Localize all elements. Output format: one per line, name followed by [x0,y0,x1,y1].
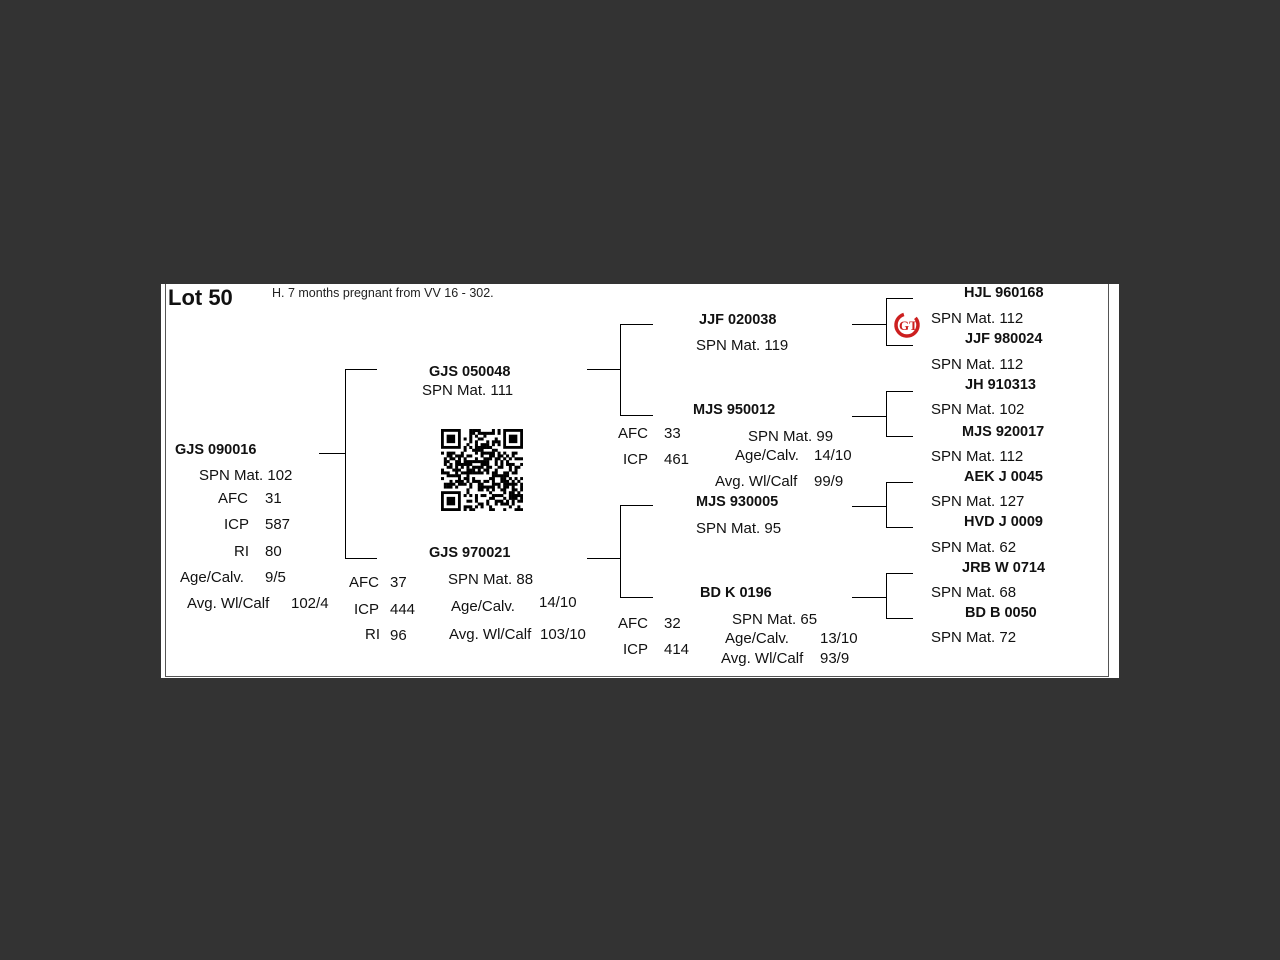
gt-logo-icon [893,310,923,340]
gg-7-spn: SPN Mat. 68 [931,584,1017,601]
bracket-line [345,369,346,559]
dam-ri-label: RI [365,626,380,643]
sd-agecalv-value: 14/10 [814,447,852,464]
bracket-line [587,558,620,559]
lot-title: Lot 50 [168,285,233,310]
dam-afc-value: 37 [390,574,407,591]
dd-id: BD K 0196 [700,585,772,601]
bracket-line [852,416,886,417]
animal-icp-label: ICP [224,516,250,533]
bracket-line [886,573,887,619]
bracket-line [345,558,377,559]
gg-2-spn: SPN Mat. 112 [931,356,1024,373]
dd-avgwl-value: 93/9 [820,650,850,667]
bracket-line [345,369,377,370]
bracket-line [886,345,913,346]
bracket-line [886,482,887,528]
gg-8-spn: SPN Mat. 72 [931,629,1017,646]
sire-id: GJS 050048 [429,364,511,380]
animal-ri-label: RI [234,543,249,560]
dam-id: GJS 970021 [429,545,511,561]
dd-spn: SPN Mat. 65 [732,611,818,628]
bracket-line [886,618,913,619]
dam-avgwl-label: Avg. Wl/Calf [449,626,532,643]
bracket-line [886,391,887,437]
gg-5-spn: SPN Mat. 127 [931,493,1025,510]
dd-avgwl-label: Avg. Wl/Calf [721,650,804,667]
gg-5-id: AEK J 0045 [964,469,1043,485]
bracket-line [620,324,653,325]
dd-agecalv-label: Age/Calv. [725,630,789,647]
dam-agecalv-value: 14/10 [539,594,577,611]
ss-spn: SPN Mat. 119 [696,337,789,354]
ds-spn: SPN Mat. 95 [696,520,782,537]
ss-id: JJF 020038 [699,312,777,328]
gg-1-spn: SPN Mat. 112 [931,310,1024,327]
sd-avgwl-label: Avg. Wl/Calf [715,473,798,490]
gg-3-spn: SPN Mat. 102 [931,401,1025,418]
bracket-line [886,527,913,528]
gg-1-id: HJL 960168 [964,285,1044,301]
sd-id: MJS 950012 [693,402,776,418]
sd-afc-value: 33 [664,425,681,442]
animal-ri-value: 80 [265,543,282,560]
dam-spn: SPN Mat. 88 [448,571,534,588]
gg-6-id: HVD J 0009 [964,514,1043,530]
bracket-line [620,597,653,598]
bracket-line [587,369,620,370]
gg-3-id: JH 910313 [965,377,1036,393]
bracket-line [620,505,621,598]
dam-afc-label: AFC [349,574,379,591]
bracket-line [319,453,345,454]
gg-8-id: BD B 0050 [965,605,1037,621]
animal-avgwl-label: Avg. Wl/Calf [187,595,270,612]
gg-2-id: JJF 980024 [965,331,1043,347]
pedigree-sheet [161,284,1119,678]
bracket-line [886,436,913,437]
sd-avgwl-value: 99/9 [814,473,844,490]
bracket-line [620,505,653,506]
bracket-line [620,324,621,416]
animal-afc-label: AFC [218,490,248,507]
bracket-line [620,415,653,416]
sd-agecalv-label: Age/Calv. [735,447,799,464]
gg-7-id: JRB W 0714 [962,560,1046,576]
sd-icp-value: 461 [664,451,690,468]
dd-agecalv-value: 13/10 [820,630,858,647]
bracket-line [852,324,886,325]
dam-avgwl-value: 103/10 [540,626,586,643]
dam-ri-value: 96 [390,627,407,644]
dam-agecalv-label: Age/Calv. [451,598,515,615]
gg-4-spn: SPN Mat. 112 [931,448,1024,465]
sd-afc-label: AFC [618,425,648,442]
bracket-line [886,298,913,299]
animal-agecalv-value: 9/5 [265,569,286,586]
dd-icp-label: ICP [623,641,649,658]
gg-4-id: MJS 920017 [962,424,1045,440]
dd-afc-value: 32 [664,615,681,632]
bracket-line [852,506,886,507]
dd-afc-label: AFC [618,615,648,632]
animal-agecalv-label: Age/Calv. [180,569,244,586]
animal-spn: SPN Mat. 102 [199,467,293,484]
bracket-line [886,298,887,346]
dam-icp-value: 444 [390,601,416,618]
animal-afc-value: 31 [265,490,282,507]
sd-spn: SPN Mat. 99 [748,428,834,445]
logo-letters: GT [899,318,918,333]
sire-spn: SPN Mat. 111 [422,382,514,399]
bracket-line [886,482,913,483]
animal-icp-value: 587 [265,516,291,533]
dam-icp-label: ICP [354,601,380,618]
animal-id: GJS 090016 [175,442,257,458]
qr-code [441,429,523,511]
pregnancy-note: H. 7 months pregnant from VV 16 - 302. [272,286,494,300]
bracket-line [852,597,886,598]
dd-icp-value: 414 [664,641,690,658]
sd-icp-label: ICP [623,451,649,468]
bracket-line [886,573,913,574]
bracket-line [886,391,913,392]
gg-6-spn: SPN Mat. 62 [931,539,1017,556]
ds-id: MJS 930005 [696,494,779,510]
animal-avgwl-value: 102/4 [291,595,329,612]
